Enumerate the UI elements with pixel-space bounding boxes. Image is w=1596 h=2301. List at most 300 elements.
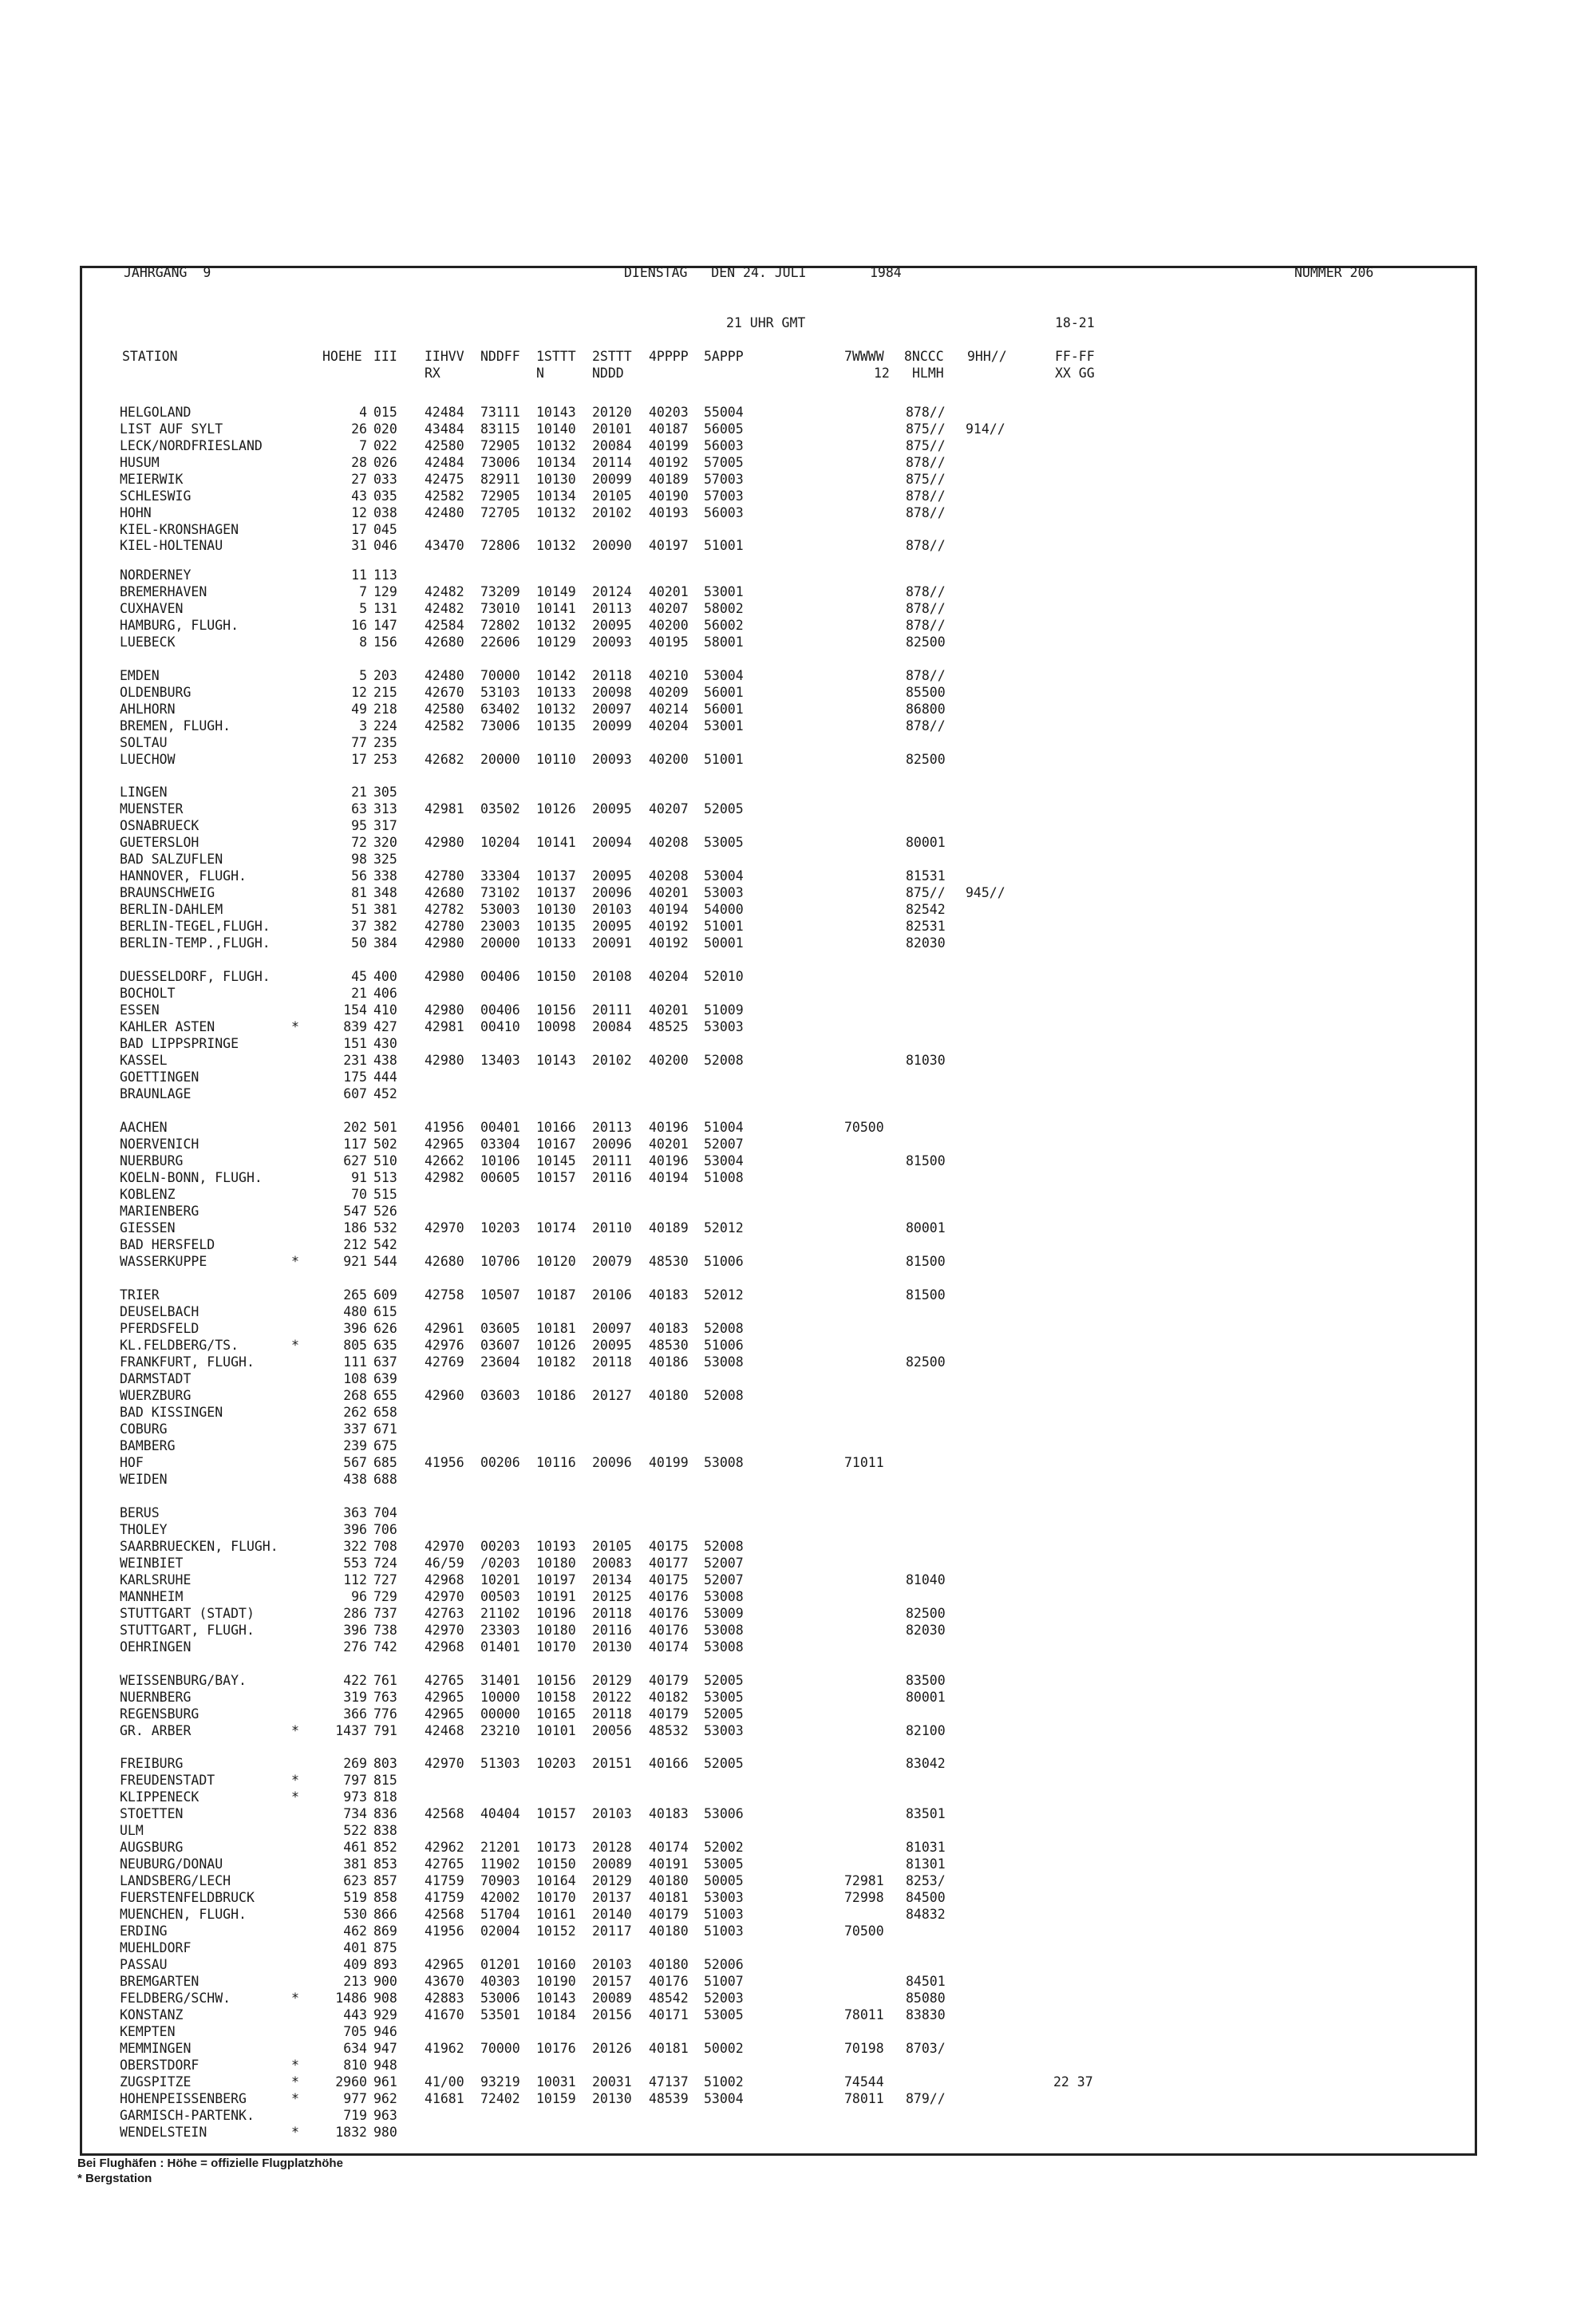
sttt1-value: 10157 [536,1806,576,1821]
iii-value: 129 [373,584,397,599]
nddff-value: 20000 [480,935,520,951]
nddff-value: 01401 [480,1639,520,1655]
appp5-value: 57003 [704,472,744,487]
nccc8-value: 81531 [906,868,946,884]
iihvv-value: 42962 [425,1840,464,1855]
sttt2-value: 20140 [592,1907,632,1922]
sttt2-value: 20089 [592,1856,632,1872]
iihvv-value: 42970 [425,1220,464,1236]
sttt1-value: 10160 [536,1957,576,1972]
sttt2-value: 20129 [592,1873,632,1888]
iihvv-value: 42670 [425,685,464,700]
nddff-value: 70000 [480,668,520,683]
sttt2-value: 20127 [592,1388,632,1403]
nddff-value: 00605 [480,1170,520,1185]
nccc8-value: 878// [906,505,946,520]
appp5-value: 51006 [704,1254,744,1269]
nddff-value: 02004 [480,1923,520,1939]
appp5-value: 53004 [704,668,744,683]
iii-value: 325 [373,852,397,867]
nddff-value: 73102 [480,885,520,900]
iii-value: 947 [373,2041,397,2056]
pppp4-value: 40183 [649,1321,689,1336]
iihvv-value: 41956 [425,1120,464,1135]
sttt2-value: 20137 [592,1890,632,1905]
sttt1-value: 10164 [536,1873,576,1888]
hoehe-value: 7 [359,584,367,599]
nddff-value: 10204 [480,835,520,850]
station-name: LANDSBERG/LECH [120,1873,231,1888]
sttt1-value: 10190 [536,1974,576,1989]
iii-value: 045 [373,522,397,537]
mountain-marker: * [291,1991,299,2006]
iii-value: 626 [373,1321,397,1336]
sttt1-value: 10196 [536,1606,576,1621]
appp5-value: 53005 [704,835,744,850]
nddff-value: 01201 [480,1957,520,1972]
station-name: GIESSEN [120,1220,176,1236]
sttt2-value: 20093 [592,635,632,650]
nddff-value: 00406 [480,969,520,984]
iii-value: 671 [373,1421,397,1437]
col-iihvv: IIHVV [425,349,464,364]
col-2sttt-sub: NDDD [592,366,624,381]
appp5-value: 51004 [704,1120,744,1135]
nccc8-value: 84832 [906,1907,946,1922]
sttt2-value: 20114 [592,455,632,470]
hoehe-value: 805 [343,1338,367,1353]
pppp4-value: 40179 [649,1907,689,1922]
sttt2-value: 20096 [592,1455,632,1470]
sttt2-value: 20118 [592,1354,632,1370]
iihvv-value: 41670 [425,2007,464,2022]
hoehe-value: 63 [351,801,367,816]
sttt1-value: 10180 [536,1623,576,1638]
sttt2-value: 20083 [592,1556,632,1571]
station-name: OSNABRUECK [120,818,200,833]
station-name: MUEHLDORF [120,1940,192,1955]
sttt1-value: 10098 [536,1019,576,1034]
iii-value: 866 [373,1907,397,1922]
iii-value: 131 [373,601,397,616]
iii-value: 348 [373,885,397,900]
station-name: BERLIN-TEGEL,FLUGH. [120,919,271,934]
iii-value: 893 [373,1957,397,1972]
appp5-value: 51006 [704,1338,744,1353]
pppp4-value: 40166 [649,1756,689,1771]
sttt1-value: 10166 [536,1120,576,1135]
nccc8-value: 875// [906,885,946,900]
nccc8-value: 80001 [906,1220,946,1236]
iihvv-value: 42970 [425,1589,464,1604]
appp5-value: 53005 [704,1690,744,1705]
mountain-marker: * [291,1019,299,1034]
nccc8-value: 83500 [906,1673,946,1688]
pppp4-value: 40193 [649,505,689,520]
station-name: NUERNBERG [120,1690,192,1705]
iii-value: 035 [373,488,397,504]
mountain-marker: * [291,1789,299,1805]
hoehe-value: 522 [343,1823,367,1838]
station-name: HOF [120,1455,144,1470]
hoehe-value: 51 [351,902,367,917]
wwww7-value: 72998 [844,1890,884,1905]
nccc8-value: 83042 [906,1756,946,1771]
sttt2-value: 20113 [592,1120,632,1135]
hoehe-value: 50 [351,935,367,951]
sttt1-value: 10137 [536,885,576,900]
iihvv-value: 42980 [425,969,464,984]
col-iihvv-sub: RX [425,366,440,381]
col-ffgg: FF-FF [1055,349,1095,364]
iihvv-value: 42682 [425,752,464,767]
hoehe-value: 973 [343,1789,367,1805]
station-name: DEUSELBACH [120,1304,200,1319]
iihvv-value: 42680 [425,635,464,650]
iii-value: 838 [373,1823,397,1838]
iihvv-value: 42765 [425,1673,464,1688]
col-hoehe: HOEHE [322,349,362,364]
iihvv-value: 42680 [425,885,464,900]
station-name: BAD HERSFELD [120,1237,215,1252]
iihvv-value: 42480 [425,668,464,683]
appp5-value: 52008 [704,1321,744,1336]
iii-value: 688 [373,1472,397,1487]
appp5-value: 51008 [704,1170,744,1185]
pppp4-value: 40208 [649,835,689,850]
pppp4-value: 47137 [649,2074,689,2089]
appp5-value: 53003 [704,1890,744,1905]
pppp4-value: 40176 [649,1606,689,1621]
pppp4-value: 40210 [649,668,689,683]
sttt2-value: 20113 [592,601,632,616]
sttt2-value: 20118 [592,1606,632,1621]
nddff-value: 70903 [480,1873,520,1888]
hoehe-value: 734 [343,1806,367,1821]
mountain-marker: * [291,2074,299,2089]
sttt1-value: 10150 [536,1856,576,1872]
iii-value: 381 [373,902,397,917]
iii-value: 224 [373,718,397,733]
appp5-value: 52007 [704,1556,744,1571]
pppp4-value: 40200 [649,1053,689,1068]
hoehe-value: 567 [343,1455,367,1470]
hoehe-value: 322 [343,1539,367,1554]
iii-value: 313 [373,801,397,816]
sttt1-value: 10149 [536,584,576,599]
iii-value: 763 [373,1690,397,1705]
pppp4-value: 40175 [649,1572,689,1587]
iii-value: 544 [373,1254,397,1269]
station-name: HOHENPEISSENBERG [120,2091,247,2106]
nddff-value: 40303 [480,1974,520,1989]
iihvv-value: 42480 [425,505,464,520]
hoehe-value: 117 [343,1137,367,1152]
hoehe-value: 186 [343,1220,367,1236]
pppp4-value: 48525 [649,1019,689,1034]
nddff-value: 20000 [480,752,520,767]
sttt2-value: 20084 [592,1019,632,1034]
nddff-value: 73209 [480,584,520,599]
iihvv-value: 42482 [425,584,464,599]
nccc8-value: 85080 [906,1991,946,2006]
sttt2-value: 20102 [592,505,632,520]
nddff-value: 21102 [480,1606,520,1621]
sttt1-value: 10176 [536,2041,576,2056]
nccc8-value: 878// [906,455,946,470]
iihvv-value: 42965 [425,1137,464,1152]
sttt2-value: 20095 [592,919,632,934]
station-name: REGENSBURG [120,1706,200,1722]
pppp4-value: 48530 [649,1338,689,1353]
sttt2-value: 20099 [592,718,632,733]
iii-value: 900 [373,1974,397,1989]
nddff-value: 13403 [480,1053,520,1068]
sttt1-value: 10133 [536,935,576,951]
sttt1-value: 10167 [536,1137,576,1152]
sttt2-value: 20091 [592,935,632,951]
station-name: LINGEN [120,785,168,800]
station-name: WASSERKUPPE [120,1254,207,1269]
nddff-value: 72402 [480,2091,520,2106]
pppp4-value: 40175 [649,1539,689,1554]
iihvv-value: 42769 [425,1354,464,1370]
station-name: ULM [120,1823,144,1838]
station-name: BERLIN-DAHLEM [120,902,223,917]
hoehe-value: 797 [343,1773,367,1788]
iii-value: 427 [373,1019,397,1034]
station-name: KOBLENZ [120,1187,176,1202]
sttt1-value: 10126 [536,1338,576,1353]
station-name: KLIPPENECK [120,1789,200,1805]
sttt1-value: 10116 [536,1455,576,1470]
iii-value: 400 [373,969,397,984]
appp5-value: 53006 [704,1806,744,1821]
appp5-value: 58002 [704,601,744,616]
hoehe-value: 461 [343,1840,367,1855]
iii-value: 675 [373,1438,397,1453]
nddff-value: 23210 [480,1723,520,1738]
sttt1-value: 10130 [536,472,576,487]
hoehe-value: 95 [351,818,367,833]
pppp4-value: 40204 [649,969,689,984]
wwww7-value: 74544 [844,2074,884,2089]
appp5-value: 53005 [704,2007,744,2022]
sttt2-value: 20116 [592,1623,632,1638]
nddff-value: 51704 [480,1907,520,1922]
sttt2-value: 20130 [592,1639,632,1655]
nddff-value: 10201 [480,1572,520,1587]
appp5-value: 52005 [704,801,744,816]
appp5-value: 56003 [704,505,744,520]
hoehe-value: 438 [343,1472,367,1487]
iii-value: 532 [373,1220,397,1236]
hoehe-value: 810 [343,2058,367,2073]
iii-value: 215 [373,685,397,700]
sttt1-value: 10174 [536,1220,576,1236]
iii-value: 727 [373,1572,397,1587]
jahrgang-label: JAHRGANG 9 [124,265,211,280]
appp5-value: 51003 [704,1907,744,1922]
hoehe-value: 21 [351,785,367,800]
station-name: FREIBURG [120,1756,184,1771]
appp5-value: 52012 [704,1220,744,1236]
station-name: BREMGARTEN [120,1974,200,1989]
sttt1-value: 10135 [536,718,576,733]
station-name: GARMISCH-PARTENK. [120,2108,255,2123]
hoehe-value: 70 [351,1187,367,1202]
sttt1-value: 10143 [536,1991,576,2006]
mountain-marker: * [291,2125,299,2140]
iii-value: 815 [373,1773,397,1788]
pppp4-value: 40183 [649,1806,689,1821]
nccc8-value: 875// [906,421,946,437]
sttt1-value: 10152 [536,1923,576,1939]
iii-value: 685 [373,1455,397,1470]
iihvv-value: 43470 [425,538,464,553]
appp5-value: 53004 [704,868,744,884]
hoehe-value: 627 [343,1153,367,1168]
iihvv-value: 42582 [425,718,464,733]
nccc8-value: 82500 [906,635,946,650]
pppp4-value: 40208 [649,868,689,884]
nccc8-value: 878// [906,538,946,553]
iii-value: 704 [373,1505,397,1520]
mountain-marker: * [291,1723,299,1738]
station-name: NEUBURG/DONAU [120,1856,223,1872]
hoehe-value: 623 [343,1873,367,1888]
pppp4-value: 40192 [649,919,689,934]
sttt1-value: 10141 [536,601,576,616]
station-name: BOCHOLT [120,986,176,1001]
sttt2-value: 20110 [592,1220,632,1236]
appp5-value: 57003 [704,488,744,504]
nccc8-value: 82500 [906,1606,946,1621]
iihvv-value: 42580 [425,438,464,453]
iihvv-value: 41759 [425,1890,464,1905]
sttt1-value: 10101 [536,1723,576,1738]
hoehe-value: 634 [343,2041,367,2056]
nddff-value: 40404 [480,1806,520,1821]
hoehe-value: 72 [351,835,367,850]
nddff-value: 23303 [480,1623,520,1638]
hoehe-value: 286 [343,1606,367,1621]
pppp4-value: 40180 [649,1873,689,1888]
sttt2-value: 20099 [592,472,632,487]
iii-value: 033 [373,472,397,487]
sttt2-value: 20124 [592,584,632,599]
nddff-value: 03607 [480,1338,520,1353]
iihvv-value: 42758 [425,1287,464,1303]
sttt2-value: 20084 [592,438,632,453]
sttt1-value: 10197 [536,1572,576,1587]
wwww7-value: 78011 [844,2091,884,2106]
nccc8-value: 82030 [906,935,946,951]
issue-number: NUMMER 206 [1294,265,1374,280]
iihvv-value: 46/59 [425,1556,464,1571]
nddff-value: 11902 [480,1856,520,1872]
iii-value: 869 [373,1923,397,1939]
iii-value: 218 [373,702,397,717]
appp5-value: 53008 [704,1455,744,1470]
sttt1-value: 10156 [536,1673,576,1688]
hoehe-value: 530 [343,1907,367,1922]
nccc8-value: 84501 [906,1974,946,1989]
hoehe-value: 409 [343,1957,367,1972]
hoehe-value: 396 [343,1522,367,1537]
hoehe-value: 8 [359,635,367,650]
iihvv-value: 42468 [425,1723,464,1738]
pppp4-value: 40192 [649,455,689,470]
nccc8-value: 878// [906,718,946,733]
station-name: CUXHAVEN [120,601,184,616]
hoehe-value: 11 [351,567,367,583]
sttt2-value: 20151 [592,1756,632,1771]
station-name: STOETTEN [120,1806,184,1821]
nddff-value: 10706 [480,1254,520,1269]
hoehe-value: 276 [343,1639,367,1655]
iii-value: 708 [373,1539,397,1554]
nddff-value: 72802 [480,618,520,633]
station-name: MUENCHEN, FLUGH. [120,1907,247,1922]
iii-value: 452 [373,1086,397,1101]
nccc8-value: 86800 [906,702,946,717]
iii-value: 609 [373,1287,397,1303]
col-8nccc-sub: HLMH [912,366,944,381]
station-name: HOHN [120,505,152,520]
station-name: BAD KISSINGEN [120,1405,223,1420]
sttt1-value: 10173 [536,1840,576,1855]
pppp4-value: 40179 [649,1706,689,1722]
appp5-value: 52003 [704,1991,744,2006]
iihvv-value: 42965 [425,1957,464,1972]
nccc8-value: 81040 [906,1572,946,1587]
hoehe-value: 480 [343,1304,367,1319]
hoehe-value: 213 [343,1974,367,1989]
hoehe-value: 17 [351,752,367,767]
station-name: KEMPTEN [120,2024,176,2039]
sttt2-value: 20157 [592,1974,632,1989]
pppp4-value: 40180 [649,1923,689,1939]
station-name: NUERBURG [120,1153,184,1168]
station-name: KIEL-KRONSHAGEN [120,522,239,537]
mountain-marker: * [291,1773,299,1788]
iihvv-value: 43670 [425,1974,464,1989]
hoehe-value: 5 [359,668,367,683]
sttt1-value: 10120 [536,1254,576,1269]
station-name: AUGSBURG [120,1840,184,1855]
iihvv-value: 42981 [425,801,464,816]
sttt1-value: 10132 [536,538,576,553]
sttt1-value: 10203 [536,1756,576,1771]
iii-value: 963 [373,2108,397,2123]
sttt1-value: 10134 [536,455,576,470]
nddff-value: 31401 [480,1673,520,1688]
station-name: KONSTANZ [120,2007,184,2022]
sttt1-value: 10170 [536,1639,576,1655]
iii-value: 852 [373,1840,397,1855]
sttt2-value: 20105 [592,1539,632,1554]
appp5-value: 55004 [704,405,744,420]
sttt2-value: 20094 [592,835,632,850]
appp5-value: 53009 [704,1606,744,1621]
iii-value: 022 [373,438,397,453]
pppp4-value: 40194 [649,1170,689,1185]
iii-value: 962 [373,2091,397,2106]
hoehe-value: 921 [343,1254,367,1269]
hoehe-value: 27 [351,472,367,487]
sttt1-value: 10180 [536,1556,576,1571]
